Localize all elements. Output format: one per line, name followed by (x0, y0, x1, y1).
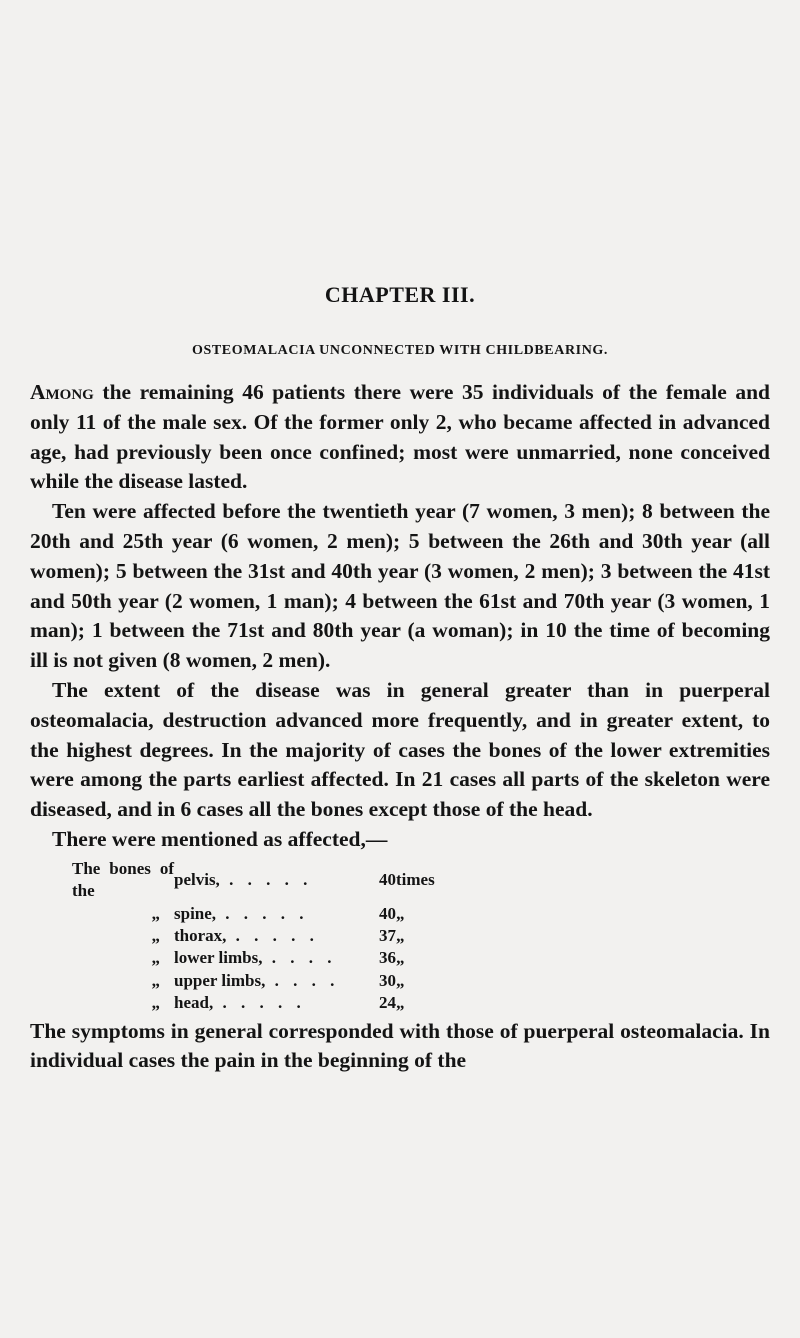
row-leader-dots: . . . . . (213, 993, 306, 1013)
opening-word: Among (30, 380, 94, 404)
row-unit: „ (396, 925, 405, 945)
row-part: head, . . . . . (174, 993, 306, 1013)
row-leader-dots: . . . . . (216, 903, 309, 923)
table-row (72, 925, 456, 947)
table-row (72, 947, 456, 969)
row-leader-dots: . . . . . (219, 869, 313, 889)
row-part: thorax, . . . . . (174, 925, 319, 945)
paragraph-3: The extent of the disease was in general greater than in puerperal osteomalacia, destruction advanced more frequently, and in greater extent, to the highest degrees. In the majority of cases the bones of the lower extremities were among the parts earliest affected. In 21 cases all parts of the skeleton were diseased, and in 6 cases all the bones except those of the head. (30, 677, 770, 822)
row-leader-dots: . . . . . (226, 925, 319, 945)
row-part: pelvis, . . . . . (174, 869, 313, 889)
table-row (72, 970, 456, 992)
chapter-subtitle: OSTEOMALACIA UNCONNECTED WITH CHILDBEARING. (191, 343, 609, 358)
row-unit: „ (396, 970, 405, 990)
row-prefix: „ (151, 948, 160, 968)
row-unit: „ (396, 993, 405, 1013)
table-row (72, 992, 456, 1014)
paragraph-1-text: the remaining 46 patients there were 35 individuals of the female and only 11 of the male sex. Of the former only 2, who became affected in advanced age, had previously been once confined; most were unmarried, none conceived while the disease lasted. (30, 380, 770, 494)
paragraph-1 (30, 378, 770, 497)
row-leader-dots: . . . . (265, 970, 340, 990)
row-unit: „ (396, 903, 405, 923)
row-leader-dots: . . . . (262, 948, 337, 968)
row-count: 40 (379, 903, 396, 923)
row-count: 30 (379, 970, 396, 990)
row-unit: „ (396, 948, 405, 968)
table-row (72, 858, 456, 903)
row-count: 24 (379, 993, 396, 1013)
table-row (72, 903, 456, 925)
row-part: upper limbs, . . . . (174, 970, 340, 990)
row-count: 40 (379, 869, 396, 889)
row-prefix: The bones of the (72, 858, 174, 901)
chapter-title: CHAPTER III. (324, 282, 476, 307)
row-prefix: „ (151, 903, 160, 923)
paragraph-2: Ten were affected before the twentieth year (7 women, 3 men); 8 between the 20th and 25th year (6 women, 2 men); 5 between the 26th and 30th year (all women); 5 between the 31st and 40th year (3 women, 2 men); 3 between the 41st and 50th year (2 women, 1 man); 4 between the 61st and 70th year (3 women, 1 man); 1 between the 71st and 80th year (a woman); in 10 the time of becoming ill is not given (8 women, 2 men). (30, 499, 770, 673)
body-text (30, 378, 770, 1076)
row-prefix: „ (151, 993, 160, 1013)
paragraph-5: The symptoms in general corresponded with those of puerperal osteomalacia. In individual cases the pain in the beginning of the (30, 1018, 770, 1073)
row-count: 37 (379, 925, 396, 945)
row-prefix: „ (151, 970, 160, 990)
row-part: lower limbs, . . . . (174, 948, 337, 968)
paragraph-4: There were mentioned as affected,— (52, 826, 388, 851)
affected-bones-table (72, 858, 456, 1015)
row-unit: times (396, 869, 435, 889)
row-part: spine, . . . . . (174, 903, 309, 923)
row-count: 36 (379, 948, 396, 968)
row-prefix: „ (151, 925, 160, 945)
